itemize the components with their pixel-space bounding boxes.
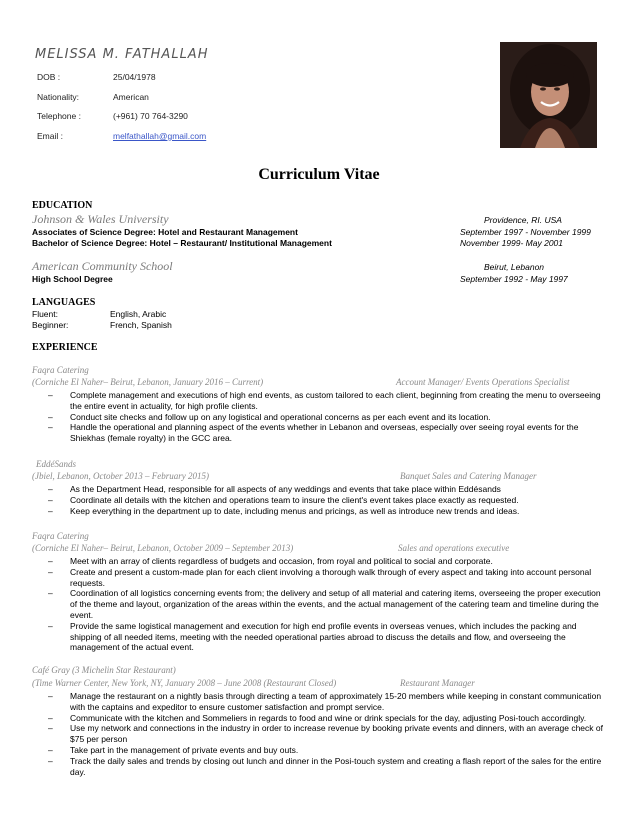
- list-item: – Complete management and executions of high end events, as custom tailored to each client, beginning from creating the menu to overseeing the entire event in actuality, for high profile clients.: [48, 390, 608, 412]
- degree: High School Degree: [32, 274, 113, 284]
- employer-name: Café Gray (3 Michelin Star Restaurant): [32, 665, 176, 675]
- degree-dates: November 1999- May 2001: [460, 238, 564, 248]
- job-role: Restaurant Manager: [400, 678, 475, 688]
- list-item: – Coordinate all details with the kitchen and operations team to insure the client's event takes place exactly as requested.: [48, 495, 608, 506]
- email-link[interactable]: melfathallah@gmail.com: [113, 131, 207, 141]
- job-duties: [48, 484, 608, 516]
- school-location: Beirut, Lebanon: [484, 262, 545, 272]
- job-duties: [48, 390, 608, 444]
- employer-name: Faqra Catering: [32, 365, 89, 375]
- experience-heading: EXPERIENCE: [32, 342, 98, 353]
- degree-dates: September 1992 - May 1997: [460, 274, 568, 284]
- language-level: Fluent:: [32, 309, 58, 319]
- list-item: – Track the daily sales and trends by closing out lunch and dinner in the Posi-touch system and creating a flash report of the sales for the entire day.: [48, 756, 608, 778]
- list-item: – Communicate with the kitchen and Sommeliers in regards to food and wine or drink specials for the day, adjusting Posi-touch accordingly.: [48, 713, 608, 724]
- degree: Bachelor of Science Degree: Hotel – Restaurant/ Institutional Management: [32, 238, 332, 248]
- languages-heading: LANGUAGES: [32, 297, 96, 308]
- list-item: – Use my network and connections in the industry in order to increase revenue by booking private events and dinners, with an average check of $75 per person: [48, 723, 608, 745]
- nationality-value: American: [113, 92, 149, 102]
- list-item: – Conduct site checks and follow up on any logistical and operational concerns as per each event and its location.: [48, 412, 608, 423]
- job-role: Banquet Sales and Catering Manager: [400, 471, 537, 481]
- job-detail: (Jbiel, Lebanon, October 2013 – February 2015): [32, 471, 209, 481]
- employer-name: Faqra Catering: [32, 531, 89, 541]
- job-role: Account Manager/ Events Operations Specialist: [396, 377, 570, 387]
- telephone-value: (+961) 70 764-3290: [113, 111, 188, 121]
- language-list: French, Spanish: [110, 320, 172, 330]
- school-name: American Community School: [32, 259, 173, 273]
- language-list: English, Arabic: [110, 309, 167, 319]
- list-item: – Take part in the management of private events and buy outs.: [48, 745, 608, 756]
- list-item: – Provide the same logistical management and execution for high end profile events in overseas venues, which includes the packing and shipping of all needed items, meeting with the needed operational parties abroad to discuss the details and flow, and overseeing the management of the actual event.: [48, 621, 608, 653]
- job-role: Sales and operations executive: [398, 543, 510, 553]
- school-name: Johnson & Wales University: [32, 212, 169, 226]
- education-heading: EDUCATION: [32, 200, 93, 211]
- job-duties: [48, 556, 608, 653]
- list-item: – Handle the operational and planning aspect of the events whether in Lebanon and overseas, especially over seeing royal events for the Shiekhas (female royalty) in the GCC area.: [48, 422, 608, 444]
- candidate-name: MELISSA M. FATHALLAH: [35, 47, 209, 62]
- job-duties: [48, 691, 608, 777]
- language-level: Beginner:: [32, 320, 69, 330]
- page-title: Curriculum Vitae: [258, 166, 380, 183]
- employer-name: EddéSands: [36, 459, 76, 469]
- school-location: Providence, RI. USA: [484, 215, 562, 225]
- nationality-label: Nationality:: [37, 92, 80, 102]
- list-item: – Keep everything in the department up to date, including menus and pricings, as well as introduce new trends and ideas.: [48, 506, 608, 517]
- portrait-image: [500, 42, 597, 148]
- degree-dates: September 1997 - November 1999: [460, 227, 591, 237]
- list-item: – As the Department Head, responsible for all aspects of any weddings and events that take place within Eddésands: [48, 484, 608, 495]
- telephone-label: Telephone :: [37, 111, 81, 121]
- dob-value: 25/04/1978: [113, 72, 156, 82]
- list-item: – Create and present a custom-made plan for each client involving a thorough walk through of every aspect and taking into account personal requests.: [48, 567, 608, 589]
- email-label: Email :: [37, 131, 63, 141]
- list-item: – Coordination of all logistics concerning events from; the delivery and setup of all material and catering items, overseeing the proper execution of the theme and layout, organization of the areas within the events, and the actual management of the catering team and timeline during the event.: [48, 588, 608, 620]
- job-detail: (Time Warner Center, New York, NY, January 2008 – June 2008 (Restaurant Closed): [32, 678, 337, 688]
- list-item: – Meet with an array of clients regardless of budgets and occasion, from royal and political to social and corporate.: [48, 556, 608, 567]
- job-detail: (Corniche El Naher– Beirut, Lebanon, January 2016 – Current): [32, 377, 264, 387]
- profile-photo: [500, 42, 597, 148]
- dob-label: DOB :: [37, 72, 61, 82]
- degree: Associates of Science Degree: Hotel and Restaurant Management: [32, 227, 298, 237]
- list-item: – Manage the restaurant on a nightly basis through directing a team of approximately 15-20 members while keeping in constant communication with the captains and expeditor to ensure customer satisfaction and prompt service.: [48, 691, 608, 713]
- job-detail: (Corniche El Naher– Beirut, Lebanon, October 2009 – September 2013): [32, 543, 294, 553]
